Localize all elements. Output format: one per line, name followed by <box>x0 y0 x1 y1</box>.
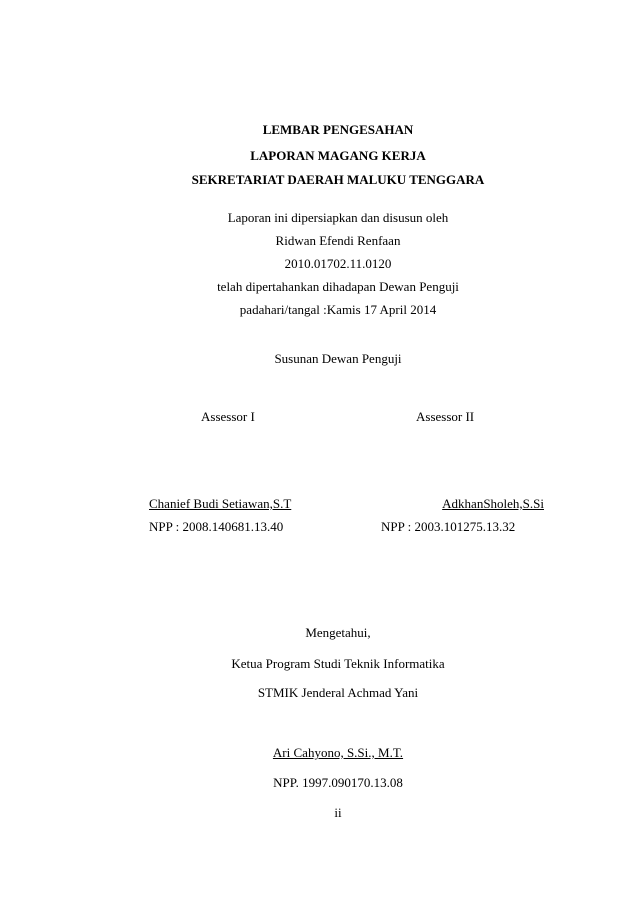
title-line-1: LEMBAR PENGESAHAN <box>262 122 414 137</box>
defense-date: padahari/tangal :Kamis 17 April 2014 <box>239 302 437 317</box>
assessor-2-name: AdkhanSholeh,S.Si <box>442 496 544 511</box>
defended-statement: telah dipertahankan dihadapan Dewan Penguji <box>217 279 459 294</box>
title-line-3: SEKRETARIAT DAERAH MALUKU TENGGARA <box>191 172 485 187</box>
assessor-1-npp: NPP : 2008.140681.13.40 <box>149 519 284 534</box>
author-id: 2010.01702.11.0120 <box>284 256 392 271</box>
author-name: Ridwan Efendi Renfaan <box>275 233 401 248</box>
page-number: ii <box>334 805 342 820</box>
title-line-2: LAPORAN MAGANG KERJA <box>250 148 426 163</box>
approval-position: Ketua Program Studi Teknik Informatika <box>231 656 445 671</box>
prepared-intro: Laporan ini dipersiapkan dan disusun oleh <box>227 210 449 225</box>
assessor-2-label: Assessor II <box>416 409 475 424</box>
approval-institution: STMIK Jenderal Achmad Yani <box>257 685 419 700</box>
board-heading: Susunan Dewan Penguji <box>274 351 402 366</box>
approver-npp: NPP. 1997.090170.13.08 <box>273 775 403 790</box>
assessor-1-name: Chanief Budi Setiawan,S.T <box>149 496 292 511</box>
approval-heading: Mengetahui, <box>305 625 371 640</box>
assessor-2-npp: NPP : 2003.101275.13.32 <box>381 519 516 534</box>
assessor-1-label: Assessor I <box>201 409 255 424</box>
approver-name: Ari Cahyono, S.Si., M.T. <box>272 745 404 760</box>
